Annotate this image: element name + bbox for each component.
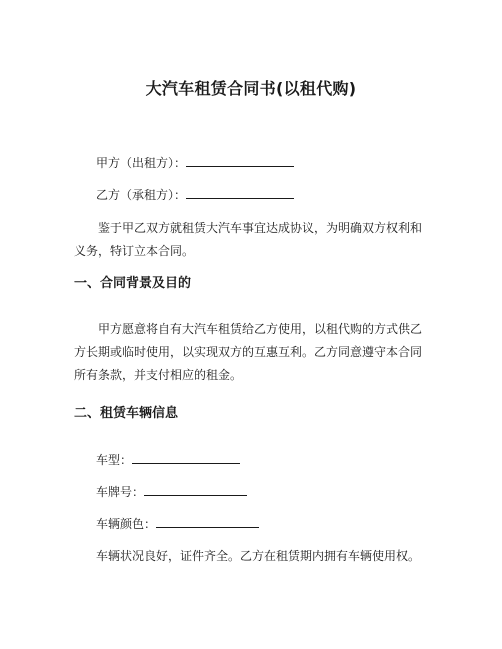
vehicle-model-line xyxy=(96,449,240,472)
intro-paragraph: 鉴于甲乙双方就租赁大汽车事宜达成协议，为明确双方权利和义务，特订立本合同。 xyxy=(74,221,423,258)
vehicle-color-line xyxy=(96,513,259,536)
vehicle-model-label: 车型： xyxy=(96,453,133,467)
party-a-line xyxy=(96,152,294,175)
background-paragraph: 甲方愿意将自有大汽车租赁给乙方使用，以租代购的方式供乙方长期或临时使用，以实现双方的互惠互利。乙方同意遵守本合同所有条款，并支付相应的租金。 xyxy=(74,322,423,382)
party-b-blank xyxy=(186,185,294,199)
vehicle-model-blank xyxy=(132,450,240,464)
party-b-label: 乙方（承租方）： xyxy=(96,188,187,202)
section-heading-vehicle-info: 二、租赁车辆信息 xyxy=(74,406,179,421)
party-a-blank xyxy=(186,153,294,167)
document-title: 大汽车租赁合同书(以租代购) xyxy=(145,79,357,98)
plate-number-label: 车牌号： xyxy=(96,485,145,499)
vehicle-color-label: 车辆颜色： xyxy=(96,517,157,531)
section-heading-background: 一、合同背景及目的 xyxy=(74,276,192,291)
party-b-line xyxy=(96,184,294,207)
plate-number-line xyxy=(96,481,247,504)
plate-number-blank xyxy=(144,482,247,496)
vehicle-color-blank xyxy=(156,514,259,528)
party-a-label: 甲方（出租方）： xyxy=(96,156,187,170)
vehicle-condition-line: 车辆状况良好，证件齐全。乙方在租赁期内拥有车辆使用权。 xyxy=(96,549,421,563)
